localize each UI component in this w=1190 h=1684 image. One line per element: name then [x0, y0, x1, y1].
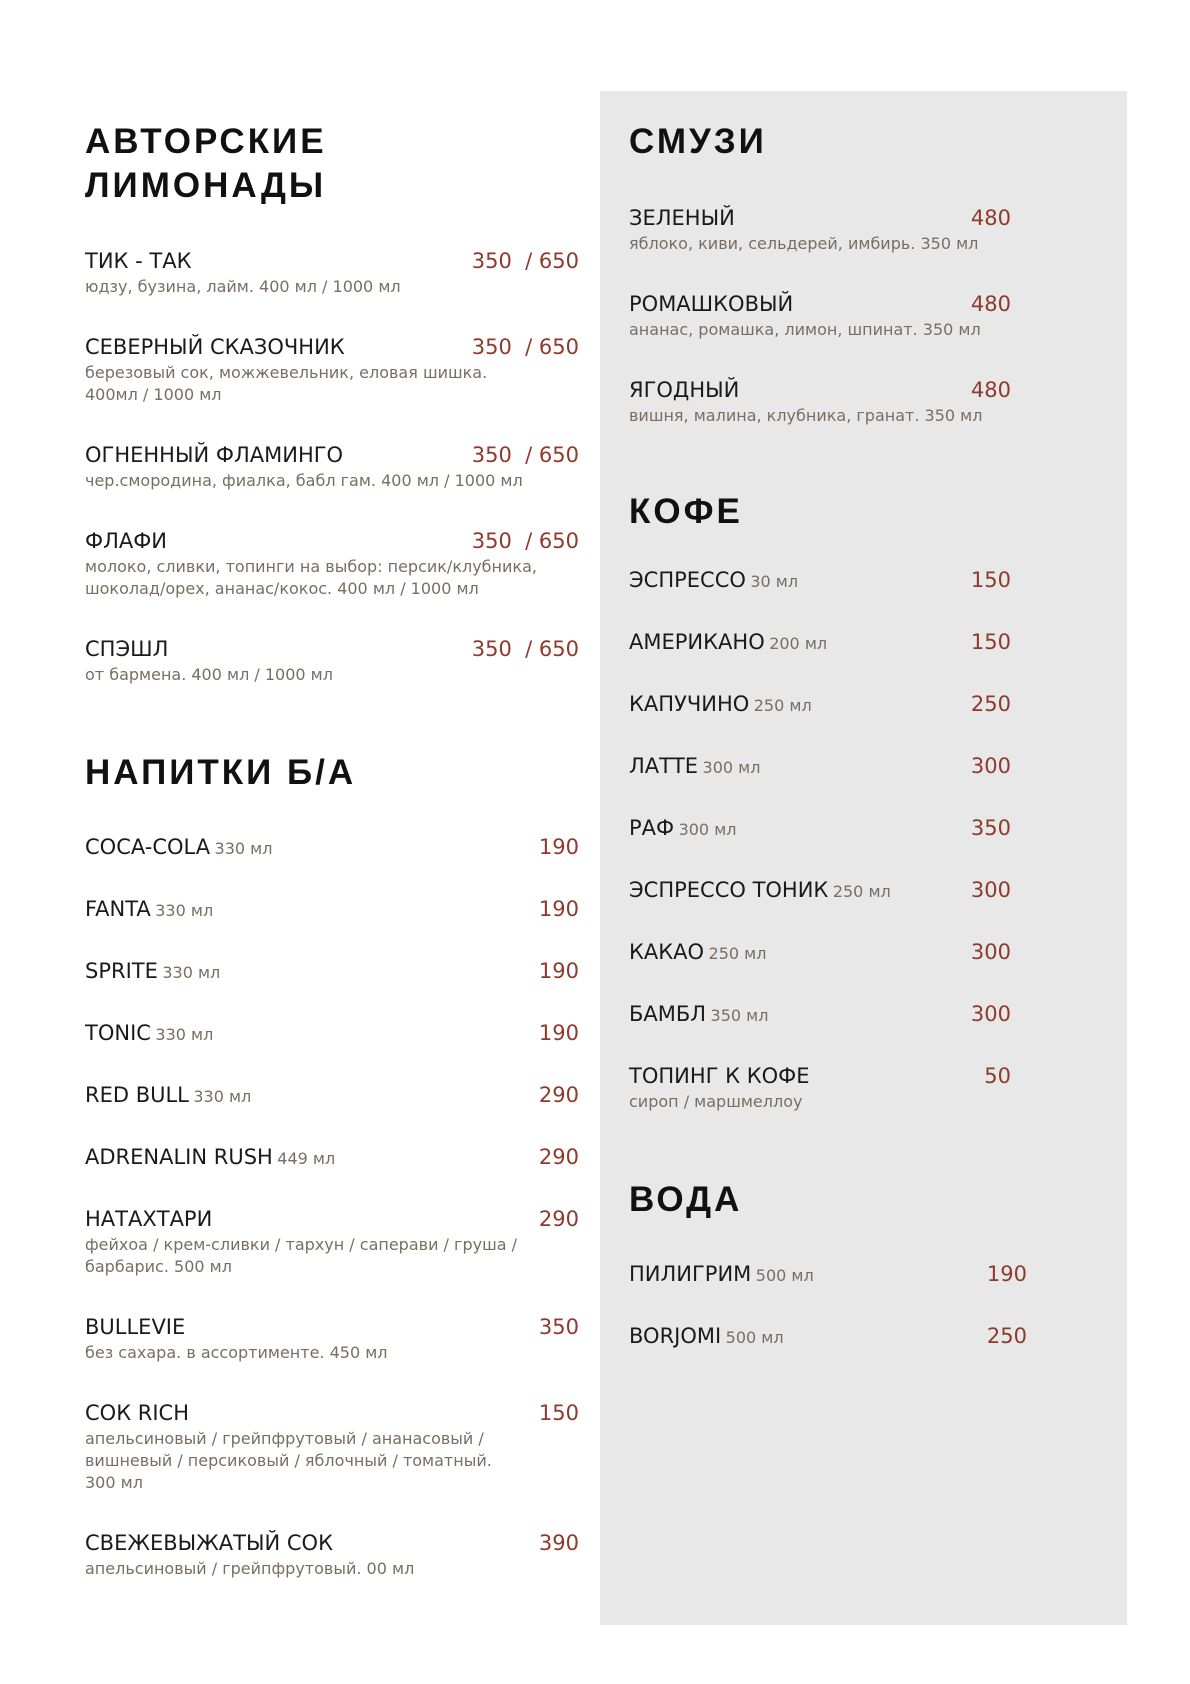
menu-item — [629, 752, 1061, 780]
item-name: ЭСПРЕССО ТОНИК — [629, 878, 829, 902]
section-title: СМУЗИ — [629, 122, 767, 161]
menu-item — [629, 1322, 1061, 1350]
item-price: 300 — [970, 878, 1011, 902]
section-title: ВОДА — [629, 1180, 743, 1219]
item-price: 190 — [538, 835, 579, 859]
section-water — [629, 1178, 1061, 1222]
menu-item — [629, 204, 1061, 255]
item-name: СВЕЖЕВЫЖАТЫЙ СОК — [85, 1531, 333, 1555]
item-name: СПЭШЛ — [85, 637, 169, 661]
item-name: ТОПИНГ К КОФЕ — [629, 1064, 810, 1088]
item-name: BULLEVIE — [85, 1315, 186, 1339]
item-volume: 330 мл — [193, 1087, 252, 1106]
item-description: без сахара. в ассортименте. 450 мл — [85, 1343, 388, 1362]
item-name: ТИК - ТАК — [85, 249, 192, 273]
menu-item — [85, 441, 579, 492]
menu-item — [85, 895, 579, 923]
item-price: 190 — [986, 1262, 1027, 1286]
item-volume: 500 мл — [755, 1266, 814, 1285]
menu-item — [85, 247, 579, 298]
item-price: 350 / 650 — [471, 335, 579, 359]
item-price: 250 — [970, 692, 1011, 716]
item-name: ОГНЕННЫЙ ФЛАМИНГО — [85, 443, 344, 467]
item-description: березовый сок, можжевельник, еловая шишка. — [85, 363, 488, 382]
item-volume: 330 мл — [155, 1025, 214, 1044]
item-volume: 30 мл — [750, 572, 799, 591]
menu-item — [629, 938, 1061, 966]
item-price: 190 — [538, 897, 579, 921]
item-description: сироп / маршмеллоу — [629, 1092, 803, 1111]
item-name: СЕВЕРНЫЙ СКАЗОЧНИК — [85, 335, 345, 359]
menu-item — [629, 566, 1061, 594]
item-name: ADRENALIN RUSH — [85, 1145, 273, 1169]
item-volume: 200 мл — [769, 634, 828, 653]
item-volume: 330 мл — [155, 901, 214, 920]
item-price: 480 — [970, 378, 1011, 402]
item-description: от бармена. 400 мл / 1000 мл — [85, 665, 333, 684]
menu-item — [85, 1205, 579, 1278]
menu-item — [629, 628, 1061, 656]
menu-item — [85, 1143, 579, 1171]
item-description: барбарис. 500 мл — [85, 1257, 232, 1276]
item-name: ФЛАФИ — [85, 529, 168, 553]
item-description: вишневый / персиковый / яблочный / томатный. — [85, 1451, 492, 1470]
item-volume: 250 мл — [753, 696, 812, 715]
item-description: 400мл / 1000 мл — [85, 385, 222, 404]
item-name: TONIC — [85, 1021, 151, 1045]
item-description: ананас, ромашка, лимон, шпинат. 350 мл — [629, 320, 981, 339]
item-description: яблоко, киви, сельдерей, имбирь. 350 мл — [629, 234, 979, 253]
item-price: 290 — [538, 1207, 579, 1231]
item-volume: 300 мл — [678, 820, 737, 839]
item-price: 190 — [538, 1021, 579, 1045]
menu-item — [85, 1081, 579, 1109]
item-price: 50 — [984, 1064, 1011, 1088]
item-price: 300 — [970, 1002, 1011, 1026]
menu-item — [85, 333, 579, 406]
item-price: 190 — [538, 959, 579, 983]
section-soft-drinks — [85, 751, 579, 795]
menu-item — [629, 1000, 1061, 1028]
menu-item — [85, 833, 579, 861]
item-price: 250 — [986, 1324, 1027, 1348]
item-price: 350 / 650 — [471, 249, 579, 273]
menu-item — [85, 957, 579, 985]
section-lemonades — [85, 120, 579, 208]
menu-item — [629, 876, 1061, 904]
menu-item — [629, 376, 1061, 427]
item-price: 150 — [970, 630, 1011, 654]
item-volume: 350 мл — [710, 1006, 769, 1025]
item-description: молоко, сливки, топинги на выбор: персик/клубника, — [85, 557, 537, 576]
menu-item — [85, 527, 579, 600]
section-coffee — [629, 490, 1061, 534]
item-name: РАФ — [629, 816, 675, 840]
item-description: вишня, малина, клубника, гранат. 350 мл — [629, 406, 983, 425]
item-volume: 330 мл — [214, 839, 273, 858]
item-name: ЯГОДНЫЙ — [629, 378, 740, 402]
menu-item — [85, 1529, 579, 1580]
menu-item — [629, 1260, 1061, 1288]
item-name: РОМАШКОВЫЙ — [629, 292, 794, 316]
menu-item — [629, 1062, 1061, 1113]
section-title: КОФЕ — [629, 492, 743, 531]
item-name: БАМБЛ — [629, 1002, 707, 1026]
item-volume: 300 мл — [702, 758, 761, 777]
item-name: АМЕРИКАНО — [629, 630, 765, 654]
menu-item — [629, 290, 1061, 341]
menu-item — [85, 1313, 579, 1364]
item-price: 350 — [970, 816, 1011, 840]
item-description: 300 мл — [85, 1473, 143, 1492]
item-price: 350 / 650 — [471, 529, 579, 553]
item-volume: 500 мл — [725, 1328, 784, 1347]
item-name: КАКАО — [629, 940, 705, 964]
item-price: 480 — [970, 206, 1011, 230]
menu-item — [85, 1399, 579, 1494]
item-price: 290 — [538, 1083, 579, 1107]
item-volume: 449 мл — [277, 1149, 336, 1168]
item-price: 350 / 650 — [471, 443, 579, 467]
item-description: апельсиновый / грейпфрутовый. 00 мл — [85, 1559, 415, 1578]
item-name: SPRITE — [85, 959, 158, 983]
item-description: апельсиновый / грейпфрутовый / ананасовый / — [85, 1429, 484, 1448]
item-name: ЛАТТЕ — [629, 754, 699, 778]
item-price: 300 — [970, 940, 1011, 964]
item-description: шоколад/орех, ананас/кокос. 400 мл / 1000 мл — [85, 579, 479, 598]
item-name: ЗЕЛЕНЫЙ — [629, 206, 735, 230]
item-price: 350 / 650 — [471, 637, 579, 661]
item-description: фейхоа / крем-сливки / тархун / саперави / груша / — [85, 1235, 517, 1254]
menu-item — [85, 1019, 579, 1047]
menu-item — [85, 635, 579, 686]
item-name: RED BULL — [85, 1083, 189, 1107]
item-name: ЭСПРЕССО — [629, 568, 746, 592]
item-price: 300 — [970, 754, 1011, 778]
menu-item — [629, 690, 1061, 718]
item-volume: 250 мл — [832, 882, 891, 901]
section-smoothies — [629, 120, 1061, 164]
item-name: COCA-COLA — [85, 835, 211, 859]
menu-item — [629, 814, 1061, 842]
item-description: юдзу, бузина, лайм. 400 мл / 1000 мл — [85, 277, 401, 296]
item-name: КАПУЧИНО — [629, 692, 750, 716]
item-volume: 330 мл — [162, 963, 221, 982]
item-price: 150 — [538, 1401, 579, 1425]
item-description: чер.смородина, фиалка, бабл гам. 400 мл / 1000 мл — [85, 471, 523, 490]
item-name: НАТАХТАРИ — [85, 1207, 213, 1231]
item-price: 390 — [538, 1531, 579, 1555]
section-title: НАПИТКИ Б/А — [85, 753, 357, 792]
item-name: ПИЛИГРИМ — [629, 1262, 752, 1286]
item-price: 150 — [970, 568, 1011, 592]
item-name: BORJOMI — [629, 1324, 722, 1348]
item-volume: 250 мл — [708, 944, 767, 963]
item-name: СОК RICH — [85, 1401, 190, 1425]
item-price: 480 — [970, 292, 1011, 316]
item-price: 350 — [538, 1315, 579, 1339]
item-name: FANTA — [85, 897, 151, 921]
item-price: 290 — [538, 1145, 579, 1169]
section-title: АВТОРСКИЕ ЛИМОНАДЫ — [85, 122, 327, 205]
